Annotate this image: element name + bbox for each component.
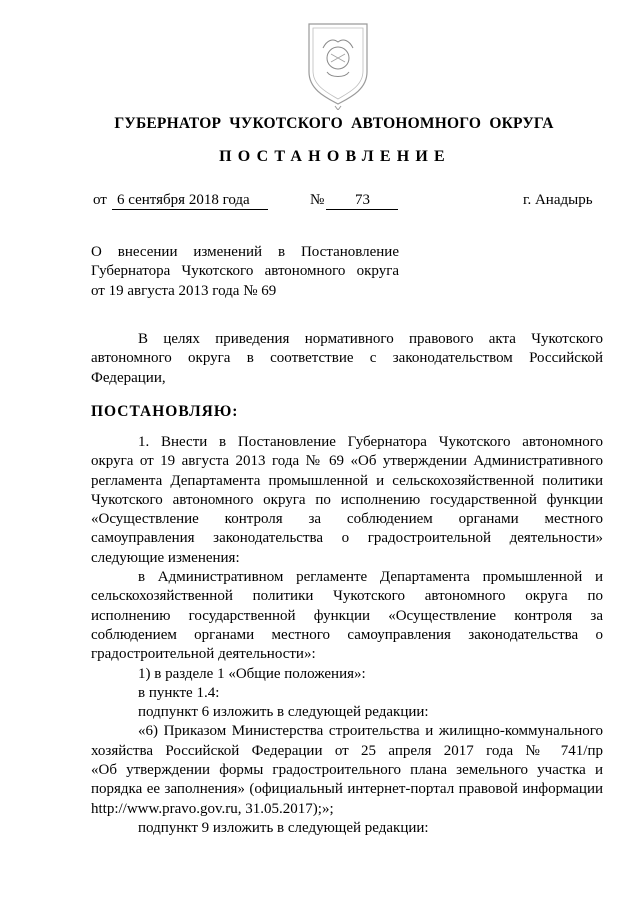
preamble-line: В целях приведения нормативного правового акта Чукотского — [138, 331, 603, 347]
body-line: «Об утверждении формы градостроительного плана земельного участка и — [91, 762, 603, 779]
subject-line: О внесении изменений в Постановление — [91, 244, 399, 260]
body-line: Чукотского автономного округа по исполнению государственной функции — [91, 491, 603, 508]
number-label: № — [310, 192, 325, 208]
body-line: самоуправления законодательства о градостроительной деятельности» — [91, 530, 603, 547]
subject-line: от 19 августа 2013 года № 69 — [91, 282, 277, 299]
date-label: от — [93, 192, 107, 208]
body-line: соблюдением органами местного самоуправления законодательства о — [91, 626, 603, 643]
body-line: исполнению государственной функции «Осуществление контроля за — [91, 607, 603, 624]
body-line: «6) Приказом Министерства строительства и жилищно-коммунального — [138, 723, 603, 740]
document-subject — [91, 243, 399, 301]
body-line: 1. Внести в Постановление Губернатора Чукотского автономного — [138, 434, 603, 450]
preamble-line: автономного округа в соответствие с законодательством Российской — [91, 350, 603, 367]
body-line: подпункт 9 изложить в следующей редакции: — [138, 819, 429, 836]
body-line: подпункт 6 изложить в следующей редакции: — [138, 704, 429, 721]
subject-line: Губернатора Чукотского автономного округа — [91, 263, 399, 280]
body-line: регламента Департамента промышленной и сельскохозяйственной политики — [91, 472, 603, 489]
authority-title: ГУБЕРНАТОР ЧУКОТСКОГО АВТОНОМНОГО ОКРУГА — [114, 115, 554, 132]
preamble-line: Федерации, — [91, 369, 166, 386]
document-date: 6 сентября 2018 года — [112, 192, 268, 210]
document-body — [91, 433, 603, 838]
body-line: порядка ее заполнения» (официальный интернет-портал правовой информации — [91, 781, 603, 798]
body-line: 1) в разделе 1 «Общие положения»: — [138, 665, 366, 682]
document-number: 73 — [326, 192, 398, 210]
chukotka-coat-of-arms-icon — [305, 20, 371, 110]
body-line: сельскохозяйственной политики Чукотского автономного округа по — [91, 588, 603, 605]
body-line: в Административном регламенте Департамента промышленной и — [138, 569, 603, 586]
document-city: г. Анадырь — [523, 192, 593, 208]
body-line: округа от 19 августа 2013 года № 69 «Об утверждении Административного — [91, 453, 603, 470]
body-line: градостроительной деятельности»: — [91, 646, 316, 663]
document-type-title: ПОСТАНОВЛЕНИЕ — [219, 148, 451, 165]
decree-heading: ПОСТАНОВЛЯЮ: — [91, 403, 239, 420]
body-line: «Осуществление контроля за соблюдением органами местного — [91, 511, 603, 528]
preamble — [91, 330, 603, 388]
body-line: в пункте 1.4: — [138, 684, 220, 701]
body-line: хозяйства Российской Федерации от 25 апреля 2017 года № 741/пр — [91, 742, 603, 759]
body-line: http://www.pravo.gov.ru, 31.05.2017);»; — [91, 800, 334, 817]
body-line: следующие изменения: — [91, 549, 240, 566]
